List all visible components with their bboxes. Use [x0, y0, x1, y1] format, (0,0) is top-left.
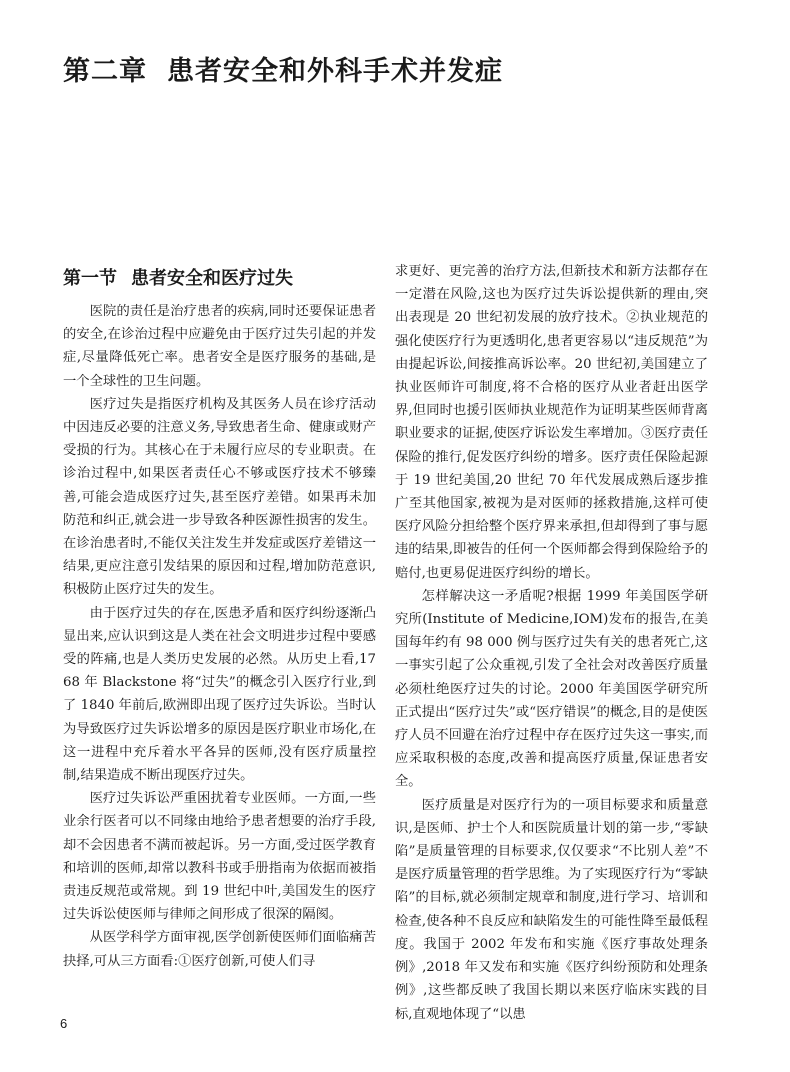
chapter-title [63, 54, 503, 90]
paragraph: 怎样解决这一矛盾呢?根据 1999 年美国医学研究所(Institute of Medicine,IOM)发布的报告,在美国每年约有 98 000 例与医疗过失有关的患者死亡,这一事实引起了公众重视,引发了全社会对改善医疗质量必须杜绝医疗过失的讨论。2000 年美国医学研究所正式提出“医疗过失”或“医疗错误”的概念,目的是使医疗人员不回避在治疗过程中存在医疗过失这一事实,而应采取积极的态度,改善和提高医疗质量,保证患者安全。 [395, 588, 708, 790]
paragraph: 医疗质量是对医疗行为的一项目标要求和质量意识,是医师、护士个人和医院质量计划的第一步,“零缺陷”是质量管理的目标要求,仅仅要求“不比别人差”不是医疗质量管理的哲学思维。为了实现医疗行为“零缺陷”的目标,就必须制定规章和制度,进行学习、培训和检查,使各种不良反应和缺陷发生的可能性降至最低程度。我国于 2002 年发布和实施《医疗事故处理条例》,2018 年又发布和实施《医疗纠纷预防和处理条例》,这些都反映了我国长期以来医疗临床实践的目标,直观地体现了“以患 [395, 797, 708, 1022]
chapter-name: 患者安全和外科手术并发症 [167, 56, 503, 87]
paragraph: 从医学科学方面审视,医学创新使医师们面临痛苦抉择,可从三方面看:①医疗创新,可使人们寻 [63, 930, 376, 969]
section-title [63, 266, 293, 292]
right-text-column [395, 260, 708, 1026]
section-number: 第一节 [63, 268, 117, 289]
page-number: 6 [60, 1016, 68, 1031]
paragraph: 由于医疗过失的存在,医患矛盾和医疗纠纷逐渐凸显出来,应认识到这是人类在社会文明进步过程中要感受的阵痛,也是人类历史发展的必然。从历史上看,1768 年 Blackstone 将“过失”的概念引入医疗行业,到了 1840 年前后,欧洲即出现了医疗过失诉讼。当时认为导致医疗过失诉讼增多的原因是医疗职业市场化,在这一进程中充斥着水平各异的医师,没有医疗质量控制,结果造成不断出现医疗过失。 [63, 605, 376, 784]
paragraph-continued: 求更好、更完善的治疗方法,但新技术和新方法都存在一定潜在风险,这也为医疗过失诉讼提供新的理由,突出表现是 20 世纪初发展的放疗技术。②执业规范的强化使医疗行为更透明化,患者更容易以“违反规范”为由提起诉讼,间接推高诉讼率。20 世纪初,美国建立了执业医师许可制度,将不合格的医疗从业者赶出医学界,但同时也援引医师执业规范作为证明某些医师背离职业要求的证据,使医疗诉讼发生率增加。③医疗责任保险的推行,促发医疗纠纷的增多。医疗责任保险起源于 19 世纪美国,20 世纪 70 年代发展成熟后逐步推广至其他国家,被视为是对医师的拯救措施,这样可使医疗风险分担给整个医疗界来承担,但却得到了事与愿违的结果,即被告的任何一个医师都会得到保险给予的赔付,也更易促进医疗纠纷的增长。 [395, 264, 708, 581]
paragraph: 医疗过失是指医疗机构及其医务人员在诊疗活动中因违反必要的注意义务,导致患者生命、健康或财产受损的行为。其核心在于未履行应尽的专业职责。在诊治过程中,如果医者责任心不够或医疗技术不够臻善,可能会造成医疗过失,甚至医疗差错。如果再未加防范和纠正,就会进一步导致各种医源性损害的发生。在诊治患者时,不能仅关注发生并发症或医疗差错这一结果,更应注意引发结果的原因和过程,增加防范意识,积极防止医疗过失的发生。 [63, 396, 376, 598]
left-text-column [63, 300, 376, 973]
section-name: 患者安全和医疗过失 [131, 268, 293, 289]
paragraph: 医疗过失诉讼严重困扰着专业医师。一方面,一些业余行医者可以不同缘由地给予患者想要的治疗手段,却不会因患者不满而被起诉。另一方面,受过医学教育和培训的医师,却常以教科书或手册指南为依据而被指责违反规范或常规。到 19 世纪中叶,美国发生的医疗过失诉讼使医师与律师之间形成了很深的隔阂。 [63, 791, 376, 923]
paragraph: 医院的责任是治疗患者的疾病,同时还要保证患者的安全,在诊治过程中应避免由于医疗过失引起的并发症,尽量降低死亡率。患者安全是医疗服务的基础,是一个全球性的卫生问题。 [63, 304, 376, 389]
chapter-number: 第二章 [63, 56, 147, 87]
